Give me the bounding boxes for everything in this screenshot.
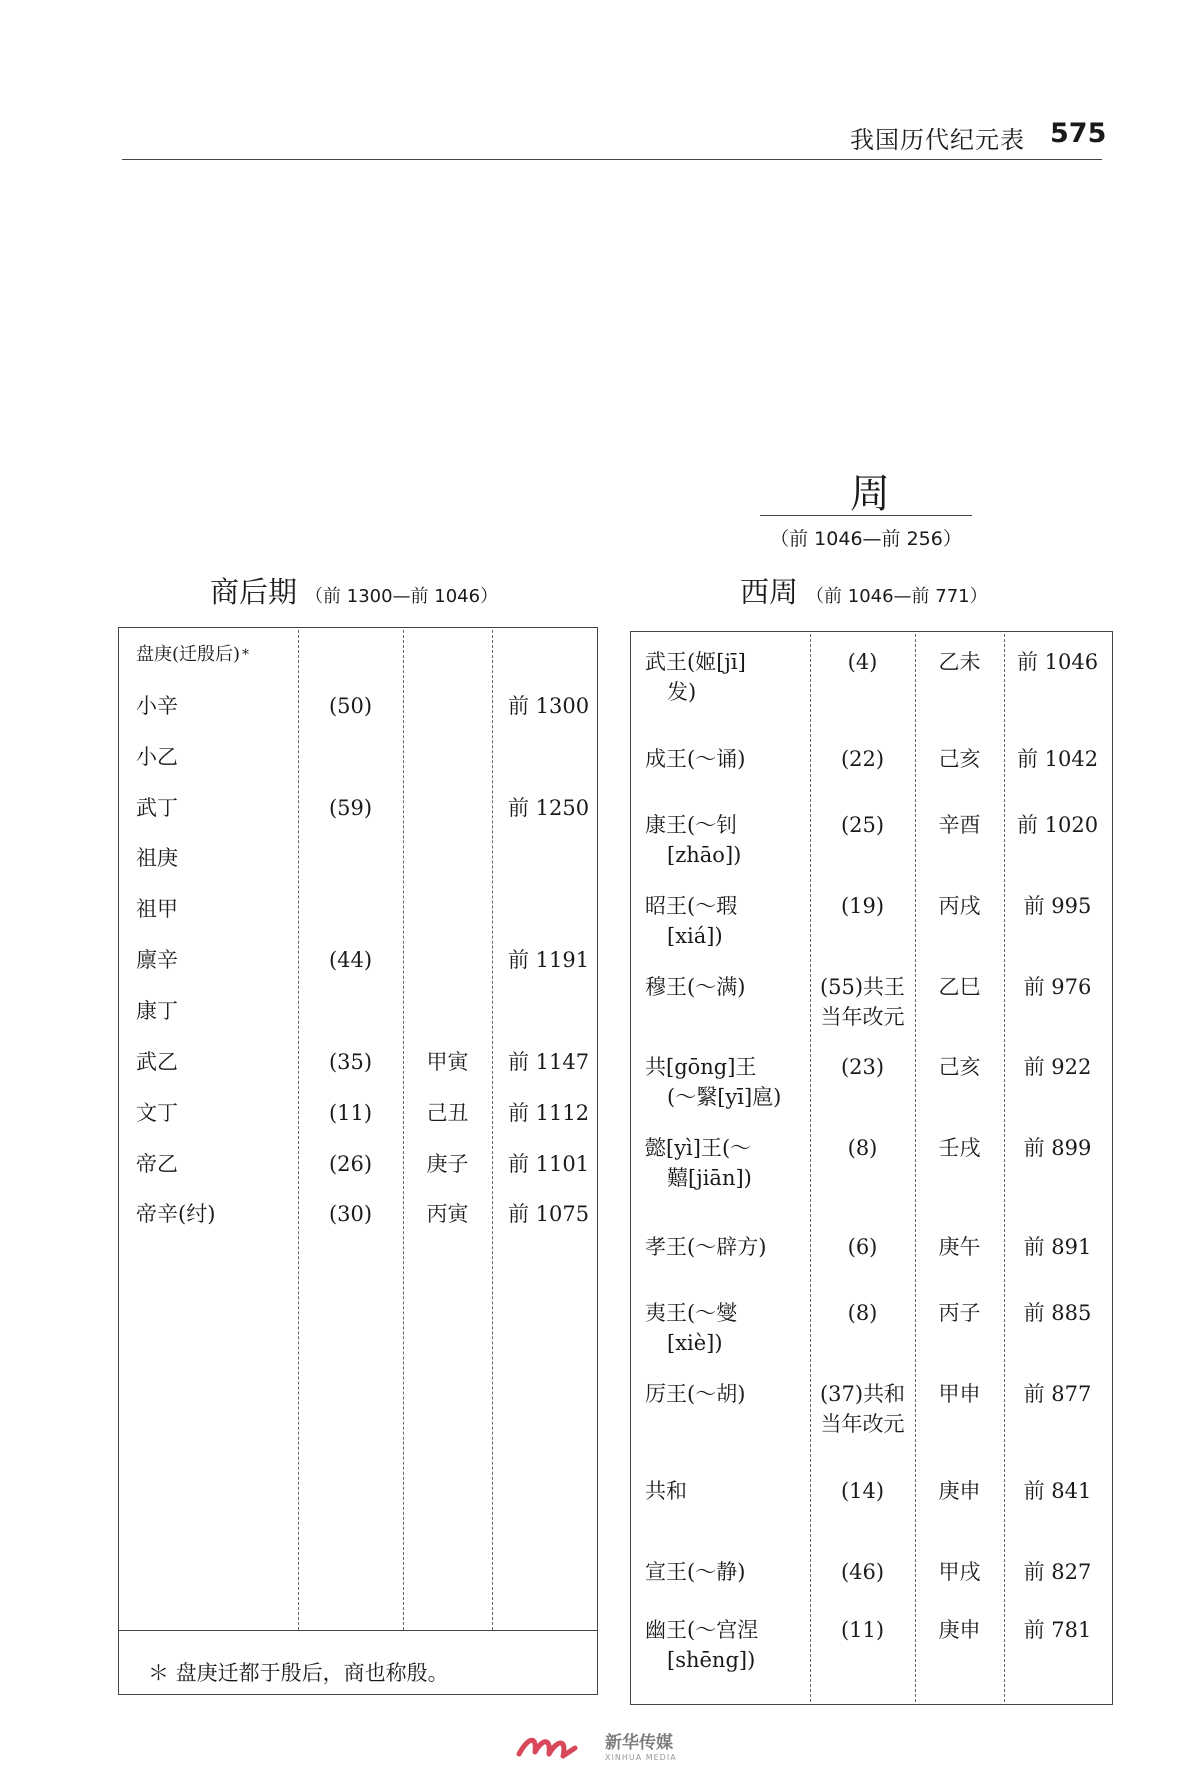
ruler-name-line: 共[gōng]王 <box>645 1055 757 1079</box>
xizhou-ganzhi: 甲戌 <box>938 1560 981 1584</box>
xizhou-start-year: 前 922 <box>1023 1055 1092 1079</box>
ruler-name-line: 穆王(～满) <box>645 975 746 999</box>
shang-start-year: 前 1101 <box>508 1152 590 1176</box>
xizhou-ruler-name <box>645 972 805 1002</box>
ruler-name-text: 小乙 <box>136 745 178 769</box>
xizhou-ruler-name <box>645 1379 805 1409</box>
ruler-name-line: 宣王(～静) <box>645 1560 746 1584</box>
shang-reign-duration: (26) <box>328 1152 373 1176</box>
page-number: 575 <box>1050 118 1107 149</box>
ruler-name-text: 盘庚(迁殷后) <box>136 644 241 665</box>
xizhou-reign-duration <box>810 1615 915 1645</box>
xizhou-start-year: 前 976 <box>1023 975 1092 999</box>
xizhou-start-year: 前 827 <box>1023 1560 1092 1584</box>
shang-reign-duration: (35) <box>328 1050 373 1074</box>
xizhou-reign-duration <box>810 1476 915 1506</box>
watermark-subtext: XINHUA MEDIA <box>605 1753 677 1762</box>
xizhou-reign-duration <box>810 891 915 921</box>
dynasty-years: （前 1046—前 256） <box>770 528 962 550</box>
shang-ganzhi: 己丑 <box>426 1101 469 1125</box>
duration-line: (19) <box>840 894 885 918</box>
xizhou-ganzhi: 丙子 <box>938 1301 981 1325</box>
dynasty-name: 周 <box>850 471 890 517</box>
shang-reign-duration: (30) <box>328 1202 373 1226</box>
watermark-text: 新华传媒 <box>605 1733 673 1753</box>
shang-ruler-name <box>136 1199 215 1229</box>
ruler-name-text: 祖庚 <box>136 846 178 870</box>
xizhou-start-year: 前 891 <box>1023 1235 1092 1259</box>
shang-col-divider <box>492 630 493 1630</box>
shang-ruler-name <box>136 793 178 823</box>
ruler-name-text: 武乙 <box>136 1050 178 1074</box>
dynasty-rule <box>760 515 972 516</box>
ruler-name-line: 幽王(～宫涅 <box>645 1618 759 1642</box>
xizhou-ganzhi: 乙巳 <box>938 975 981 999</box>
shang-ganzhi: 庚子 <box>426 1152 469 1176</box>
watermark <box>515 1728 677 1762</box>
shang-ruler-name <box>136 843 178 873</box>
xizhou-ruler-name <box>645 1232 805 1262</box>
xizhou-ganzhi: 庚申 <box>938 1618 981 1642</box>
shang-reign-duration: (44) <box>328 948 373 972</box>
xizhou-start-year: 前 877 <box>1023 1382 1092 1406</box>
shang-ruler-name <box>136 945 178 975</box>
shang-start-year: 前 1191 <box>508 948 590 972</box>
ruler-name-line: [xiè]) <box>667 1331 723 1355</box>
ruler-name-text: 康丁 <box>136 999 178 1023</box>
xizhou-ruler-name <box>645 1615 805 1675</box>
xizhou-reign-duration <box>810 810 915 840</box>
ruler-name-text: 帝辛(纣) <box>136 1202 216 1226</box>
shang-reign-duration: (59) <box>328 796 373 820</box>
footnote-marker: * <box>242 647 250 663</box>
xizhou-ganzhi: 壬戌 <box>938 1136 981 1160</box>
ruler-name-text: 武丁 <box>136 796 178 820</box>
duration-line: (22) <box>840 747 885 771</box>
ruler-name-line: 囏[jiān]) <box>667 1166 752 1190</box>
xizhou-ruler-name <box>645 744 805 774</box>
shang-ruler-name <box>136 1098 178 1128</box>
shang-start-year: 前 1300 <box>508 694 590 718</box>
xizhou-ruler-name <box>645 1133 805 1193</box>
duration-line: (14) <box>840 1479 885 1503</box>
xizhou-ruler-name <box>645 1476 805 1506</box>
duration-line: (8) <box>847 1136 878 1160</box>
xizhou-start-year: 前 841 <box>1023 1479 1092 1503</box>
xizhou-ganzhi: 甲申 <box>938 1382 981 1406</box>
xizhou-col-divider <box>1004 634 1005 1702</box>
xizhou-start-year: 前 1046 <box>1016 650 1099 674</box>
ruler-name-text: 廪辛 <box>136 948 178 972</box>
shang-period-years: （前 1300—前 1046） <box>305 586 499 607</box>
shang-start-year: 前 1250 <box>508 796 590 820</box>
ruler-name-line: 厉王(～胡) <box>645 1382 746 1406</box>
xizhou-ruler-name <box>645 810 805 870</box>
duration-line: (11) <box>840 1618 885 1642</box>
xizhou-reign-duration <box>810 1557 915 1587</box>
shang-ruler-name <box>136 1149 178 1179</box>
running-header-title: 我国历代纪元表 <box>850 126 1025 154</box>
xizhou-col-divider <box>915 634 916 1702</box>
xizhou-ruler-name <box>645 1557 805 1587</box>
shang-start-year: 前 1112 <box>508 1101 590 1125</box>
ruler-name-line: 孝王(～辟方) <box>645 1235 767 1259</box>
shang-ruler-name <box>136 640 249 670</box>
duration-line: (25) <box>840 813 885 837</box>
ruler-name-text: 文丁 <box>136 1101 178 1125</box>
xizhou-start-year: 前 995 <box>1023 894 1092 918</box>
shang-start-year: 前 1075 <box>508 1202 590 1226</box>
ruler-name-line: 发) <box>667 680 697 704</box>
xizhou-period-heading <box>740 570 988 611</box>
shang-reign-duration: (11) <box>328 1101 373 1125</box>
ruler-name-text: 小辛 <box>136 694 178 718</box>
ruler-name-line: 武王(姬[jī] <box>645 650 746 674</box>
xinhua-logo-icon <box>515 1728 595 1762</box>
ruler-name-line: [xiá]) <box>667 924 723 948</box>
xizhou-start-year: 前 781 <box>1023 1618 1092 1642</box>
xizhou-reign-duration <box>810 744 915 774</box>
shang-period-title: 商后期 <box>210 575 298 609</box>
xizhou-reign-duration <box>810 1232 915 1262</box>
ruler-name-line: 昭王(～瑕 <box>645 894 738 918</box>
xizhou-period-title: 西周 <box>740 575 799 609</box>
ruler-name-line: [shēng]) <box>667 1648 756 1672</box>
xizhou-start-year: 前 885 <box>1023 1301 1092 1325</box>
xizhou-start-year: 前 899 <box>1023 1136 1092 1160</box>
shang-col-divider <box>298 630 299 1630</box>
ruler-name-line: 夷王(～燮 <box>645 1301 738 1325</box>
shang-ruler-name <box>136 691 178 721</box>
ruler-name-line: 康王(～钊 <box>645 813 738 837</box>
xizhou-ruler-name <box>645 1298 805 1358</box>
duration-line: (8) <box>847 1301 878 1325</box>
xizhou-ruler-name <box>645 1052 805 1112</box>
xizhou-ganzhi: 己亥 <box>938 747 981 771</box>
ruler-name-line: 懿[yì]王(～ <box>645 1136 752 1160</box>
shang-footnote-rule <box>118 1630 598 1631</box>
duration-line: (23) <box>840 1055 885 1079</box>
duration-note-line: 当年改元 <box>820 1005 905 1029</box>
shang-ganzhi: 丙寅 <box>426 1202 469 1226</box>
xizhou-reign-duration <box>810 972 915 1032</box>
duration-line: (46) <box>840 1560 885 1584</box>
xizhou-start-year: 前 1020 <box>1016 813 1099 837</box>
shang-footnote: ＊ 盘庚迁都于殷后，商也称殷。 <box>148 1661 449 1685</box>
xizhou-reign-duration <box>810 1379 915 1439</box>
xizhou-period-years: （前 1046—前 771） <box>806 586 988 607</box>
duration-line: (6) <box>847 1235 878 1259</box>
header-rule <box>122 159 1102 160</box>
xizhou-reign-duration <box>810 1133 915 1163</box>
ruler-name-line: 成王(～诵) <box>645 747 746 771</box>
xizhou-ruler-name <box>645 647 805 707</box>
shang-start-year: 前 1147 <box>508 1050 590 1074</box>
duration-note-line: 当年改元 <box>820 1412 905 1436</box>
xizhou-ganzhi: 丙戌 <box>938 894 981 918</box>
shang-ruler-name <box>136 742 178 772</box>
shang-ruler-name <box>136 996 178 1026</box>
shang-period-heading <box>210 570 498 611</box>
xizhou-start-year: 前 1042 <box>1016 747 1099 771</box>
ruler-name-line: 共和 <box>645 1479 687 1503</box>
ruler-name-line: [zhāo]) <box>667 843 742 867</box>
ruler-name-text: 祖甲 <box>136 897 178 921</box>
xizhou-reign-duration <box>810 1298 915 1328</box>
xizhou-ganzhi: 辛酉 <box>938 813 981 837</box>
duration-line: (37)共和 <box>819 1382 906 1406</box>
shang-col-divider <box>403 630 404 1630</box>
xizhou-reign-duration <box>810 647 915 677</box>
xizhou-ganzhi: 庚申 <box>938 1479 981 1503</box>
shang-ganzhi: 甲寅 <box>426 1050 469 1074</box>
duration-line: (55)共王 <box>819 975 906 999</box>
xizhou-ganzhi: 己亥 <box>938 1055 981 1079</box>
shang-ruler-name <box>136 1047 178 1077</box>
duration-line: (4) <box>847 650 878 674</box>
xizhou-ruler-name <box>645 891 805 951</box>
shang-ruler-name <box>136 894 178 924</box>
xizhou-col-divider <box>810 634 811 1702</box>
xizhou-ganzhi: 庚午 <box>938 1235 981 1259</box>
ruler-name-text: 帝乙 <box>136 1152 178 1176</box>
shang-reign-duration: (50) <box>328 694 373 718</box>
ruler-name-line: (～繄[yī]扈) <box>667 1085 782 1109</box>
xizhou-reign-duration <box>810 1052 915 1082</box>
xizhou-ganzhi: 乙未 <box>938 650 981 674</box>
